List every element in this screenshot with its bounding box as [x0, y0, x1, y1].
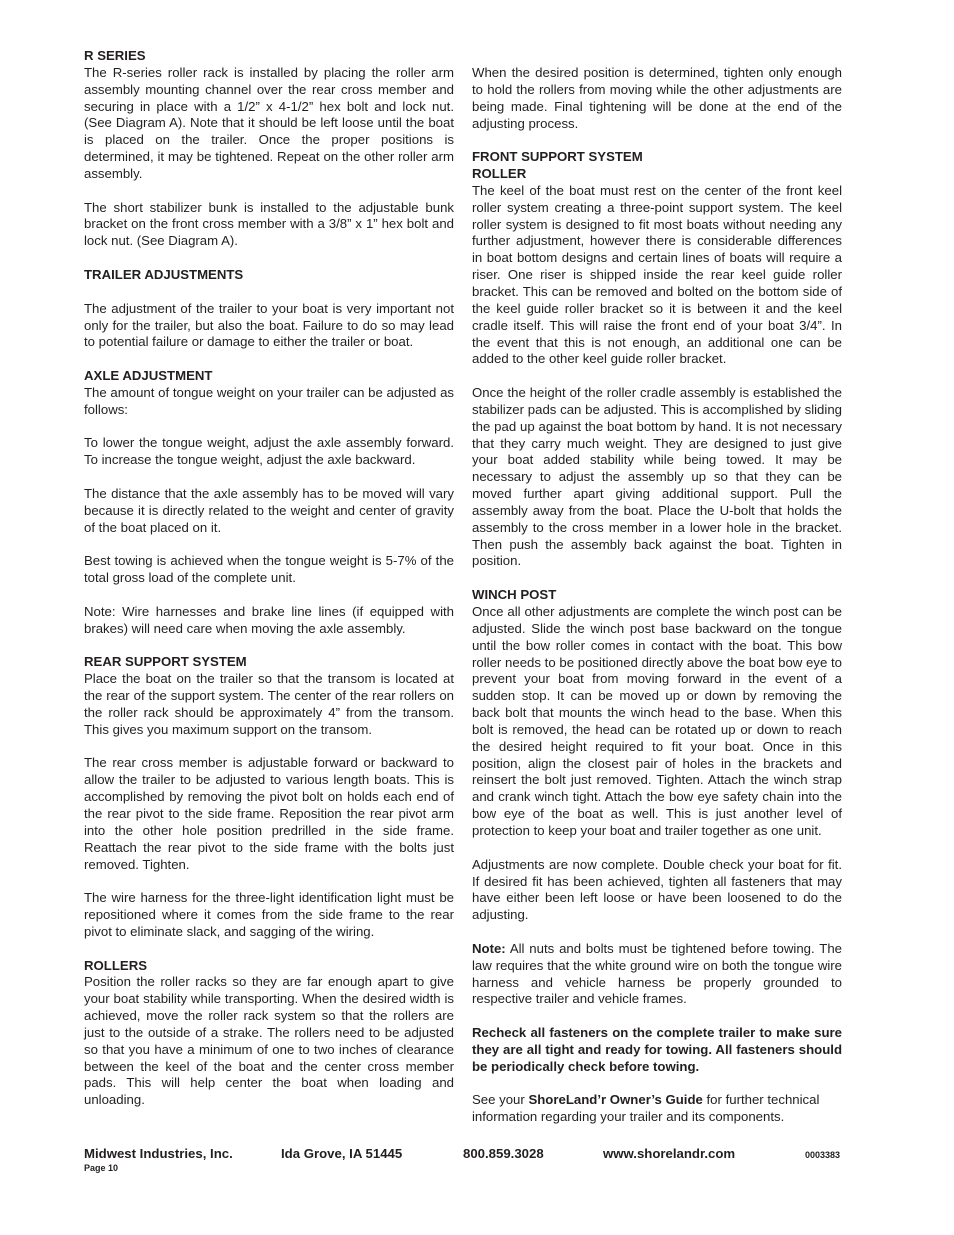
- paragraph: The keel of the boat must rest on the center of the front keel roller system creating a three-point support system. The keel roller system is designed to fit most boats without needing any further adjustment, however there is considerable differences in boat bottom designs and certain lines of boats will require a riser. One riser is shipped inside the rear keel guide roller bracket. This can be removed and bolted on the bottom side of the keel guide roller bracket so it is between it and the keel cradle itself. This will raise the front end of your boat 3/4”. In the event that this is not enough, an additional one can be added to the other keel guide roller bracket.: [472, 182, 842, 367]
- paragraph: Once all other adjustments are complete the winch post can be adjusted. Slide the winch post base backward on the tongue until the bow roller comes in contact with the boat. This bow roller needs to be positioned directly above the boat bow eye to prevent your boat from moving forward in the event of a sudden stop. It can be moved up or down by removing the back bolt that mounts the winch head to the base. When this bolt is removed, the head can be rotated up or down to reach the desired height required to fit your boat. Once in this position, align the closest pair of holes in the brackets and reinsert the bolt just removed. Tighten. Attach the winch strap and crank winch tight. Attach the bow eye safety chain into the bow eye of the boat as well. This is just another level of protection to keep your boat and trailer together as one unit.: [472, 604, 842, 838]
- page-number: Page 10: [84, 1163, 119, 1173]
- paragraph: Place the boat on the trailer so that the transom is located at the rear of the support system. The center of the rear rollers on the roller rack should be approximately 4” from the transom. This gives you maximum support on the transom.: [84, 671, 454, 737]
- paragraph: The amount of tongue weight on your trailer can be adjusted as follows:: [84, 384, 454, 417]
- see-guide-paragraph: [472, 1092, 842, 1126]
- note-text: All nuts and bolts must be tightened before towing. The law requires that the white ground wire on both the tongue wire harness and vehicle harness be properly grounded to respective trailer and vehicle frames.: [472, 940, 842, 1007]
- paragraph: When the desired position is determined, tighten only enough to hold the rollers from moving while the other adjustments are being made. Final tightening will be done at the end of the adjusting process.: [472, 65, 842, 131]
- paragraph: Best towing is achieved when the tongue weight is 5-7% of the total gross load of the complete unit.: [84, 553, 454, 586]
- recheck-paragraph: Recheck all fasteners on the complete trailer to make sure they are all tight and ready for towing. All fasteners should be periodically check before towing.: [472, 1025, 842, 1074]
- phone-number: 800.859.3028: [463, 1146, 544, 1161]
- section-heading-r-series: R SERIES: [84, 48, 146, 63]
- company-location: Ida Grove, IA 51445: [281, 1146, 403, 1161]
- see-prefix: See your: [472, 1092, 529, 1108]
- paragraph: The short stabilizer bunk is installed to the adjustable bunk bracket on the front cross member with a 3/8” x 1” hex bolt and lock nut. (See Diagram A).: [84, 199, 454, 249]
- paragraph: To lower the tongue weight, adjust the axle assembly forward. To increase the tongue weight, adjust the axle backward.: [84, 435, 454, 468]
- left-column: [84, 48, 454, 1126]
- owners-guide-name: ShoreLand’r Owner’s Guide: [528, 1092, 703, 1108]
- paragraph: Adjustments are now complete. Double check your boat for fit. If desired fit has been achieved, tighten all fasteners that may have either been left loose or have been loosened to do the adjusting.: [472, 856, 842, 923]
- note-paragraph: [472, 941, 842, 1008]
- paragraph: The distance that the axle assembly has to be moved will vary because it is directly related to the weight and center of gravity of the boat placed on it.: [84, 485, 454, 535]
- paragraph: The R-series roller rack is installed by placing the roller arm assembly mounting channel over the rear cross member and securing in place with a 1/2” x 4-1/2” hex bolt and lock nut. (See Diagram A). Note that it should be left loose until the boat is placed on the trailer. Once the proper positions is determined, it may be tightened. Repeat on the other roller arm assembly.: [84, 64, 454, 181]
- document-number: 0003383: [805, 1150, 841, 1160]
- paragraph: Once the height of the roller cradle assembly is established the stabilizer pads can be adjusted. This is accomplished by sliding the pad up against the boat bottom by hand. It is not necessary that they carry much weight. They are designed to just give your boat added stability while being towed. It may be necessary to adjust the assembly up so that they can be moved further apart giving additional support. Pull the assembly away from the boat. Place the U-bolt that holds the assembly to the cross member in a lower hole in the bracket. Then push the assembly back against the boat. Tighten in position.: [472, 385, 842, 569]
- right-column: [472, 65, 842, 1143]
- section-heading-rear-support-system: REAR SUPPORT SYSTEM: [84, 654, 247, 670]
- section-heading-rollers: ROLLERS: [84, 957, 148, 973]
- page-footer: [84, 1146, 842, 1164]
- section-heading-front-support-system: FRONT SUPPORT SYSTEM: [472, 149, 643, 165]
- paragraph: Position the roller racks so they are far enough apart to give your boat stability while transporting. When the desired width is achieved, move the roller rack system so that the rollers are just to the outside of a strake. The rollers need to be adjusted so that you have a minimum of one to two inches of clearance between the keel of the boat and the center cross member pads. This will help center the boat when loading and unloading.: [84, 974, 454, 1108]
- section-heading-axle-adjustment: AXLE ADJUSTMENT: [84, 368, 213, 384]
- note-label: Note:: [472, 940, 506, 956]
- section-heading-winch-post: WINCH POST: [472, 587, 557, 603]
- paragraph: The wire harness for the three-light identification light must be repositioned where it comes from the side frame to the rear pivot to eliminate slack, and sagging of the wiring.: [84, 890, 454, 939]
- paragraph: The adjustment of the trailer to your boat is very important not only for the trailer, but also the boat. Failure to do so may lead to potential failure or damage to either the trailer or boat.: [84, 300, 454, 350]
- section-subheading-roller: ROLLER: [472, 166, 527, 182]
- company-name: Midwest Industries, Inc.: [84, 1146, 233, 1161]
- paragraph: The rear cross member is adjustable forward or backward to allow the trailer to be adjusted to various length boats. This is accomplished by removing the pivot bolt on holds each end of the rear pivot to the side frame. Reposition the rear pivot arm into the other hole position predrilled in the side frame. Reattach the rear pivot to the side frame with the bolts just removed. Tighten.: [84, 755, 454, 872]
- website: www.shorelandr.com: [603, 1146, 736, 1161]
- see-suffix: for further technical information regarding your trailer and its components.: [472, 1092, 820, 1125]
- section-heading-trailer-adjustments: TRAILER ADJUSTMENTS: [84, 266, 244, 282]
- paragraph: Note: Wire harnesses and brake line lines (if equipped with brakes) will need care when moving the axle assembly.: [84, 603, 454, 636]
